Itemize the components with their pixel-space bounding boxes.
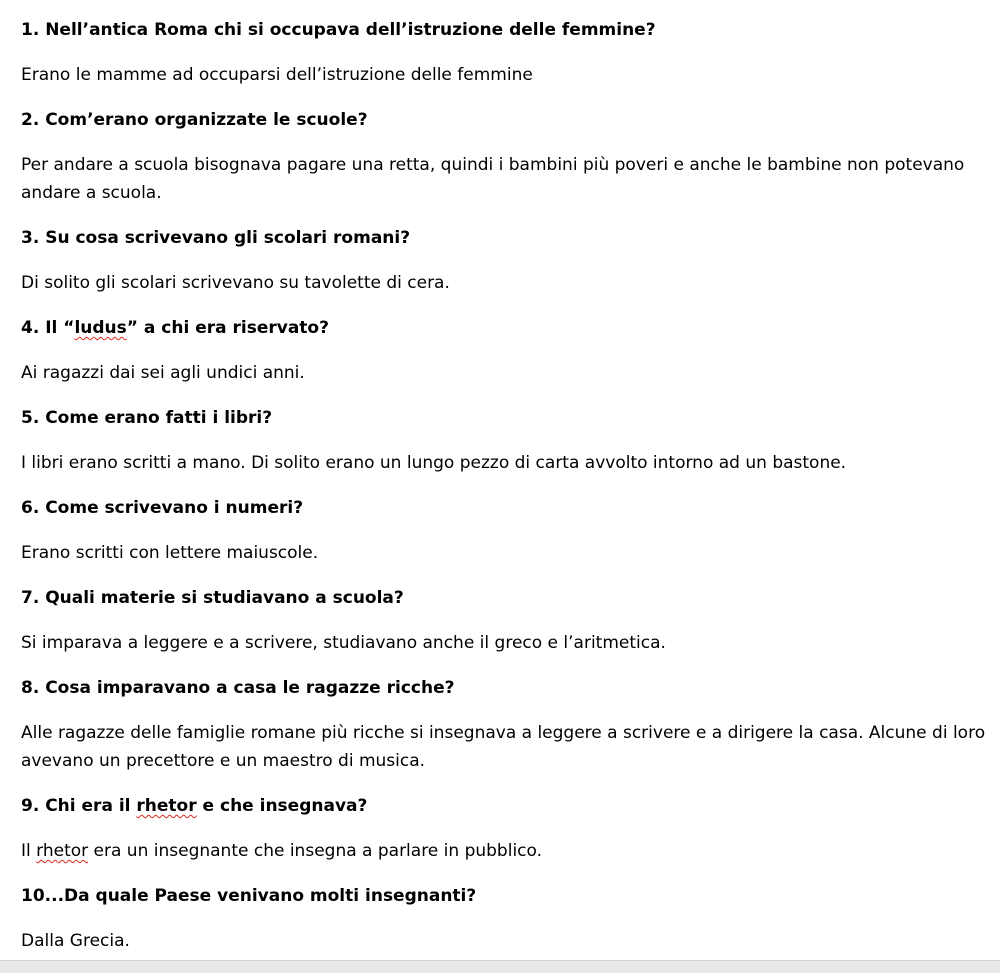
qa-item-6 xyxy=(21,494,996,567)
qa-item-10 xyxy=(21,882,996,955)
question-4-suffix: ” a chi era riservato? xyxy=(126,318,329,338)
question-3: 3. Su cosa scrivevano gli scolari romani? xyxy=(21,228,411,248)
qa-item-1 xyxy=(21,16,996,89)
answer-7: Si imparava a leggere e a scrivere, studiavano anche il greco e l’aritmetica. xyxy=(21,633,666,653)
question-4 xyxy=(21,314,996,342)
document-body xyxy=(21,16,996,972)
spellcheck-flagged-word[interactable]: rhetor xyxy=(136,796,197,816)
question-4-prefix: 4. Il “ xyxy=(21,318,75,338)
answer-5: I libri erano scritti a mano. Di solito erano un lungo pezzo di carta avvolto intorno ad un bastone. xyxy=(21,453,847,473)
answer-9-prefix: Il xyxy=(21,841,37,861)
qa-item-8 xyxy=(21,674,996,775)
question-10: 10...Da quale Paese venivano molti insegnanti? xyxy=(21,886,477,906)
answer-10: Dalla Grecia. xyxy=(21,931,130,951)
qa-item-5 xyxy=(21,404,996,477)
answer-3: Di solito gli scolari scrivevano su tavolette di cera. xyxy=(21,273,450,293)
qa-item-7 xyxy=(21,584,996,657)
question-1: 1. Nell’antica Roma chi si occupava dell’istruzione delle femmine? xyxy=(21,20,656,40)
answer-9 xyxy=(21,837,996,865)
spellcheck-flagged-word[interactable]: ludus xyxy=(74,318,127,338)
question-2: 2. Com’erano organizzate le scuole? xyxy=(21,110,368,130)
qa-item-9 xyxy=(21,792,996,865)
answer-9-suffix: era un insegnante che insegna a parlare in pubblico. xyxy=(88,841,543,861)
qa-item-4 xyxy=(21,314,996,387)
qa-item-2 xyxy=(21,106,996,207)
answer-6: Erano scritti con lettere maiuscole. xyxy=(21,543,319,563)
status-bar xyxy=(0,960,1000,973)
answer-1: Erano le mamme ad occuparsi dell’istruzione delle femmine xyxy=(21,65,533,85)
question-5: 5. Come erano fatti i libri? xyxy=(21,408,273,428)
question-9-suffix: e che insegnava? xyxy=(196,796,368,816)
question-6: 6. Come scrivevano i numeri? xyxy=(21,498,304,518)
question-9-prefix: 9. Chi era il xyxy=(21,796,137,816)
qa-item-3 xyxy=(21,224,996,297)
answer-2: Per andare a scuola bisognava pagare una retta, quindi i bambini più poveri e anche le bambine non potevano andare a scuola. xyxy=(21,155,965,203)
spellcheck-flagged-word[interactable]: rhetor xyxy=(36,841,89,861)
question-8: 8. Cosa imparavano a casa le ragazze ricche? xyxy=(21,678,455,698)
question-7: 7. Quali materie si studiavano a scuola? xyxy=(21,588,404,608)
question-9 xyxy=(21,792,996,820)
answer-8: Alle ragazze delle famiglie romane più ricche si insegnava a leggere a scrivere e a dirigere la casa. Alcune di loro avevano un precettore e un maestro di musica. xyxy=(21,723,986,771)
answer-4: Ai ragazzi dai sei agli undici anni. xyxy=(21,363,305,383)
